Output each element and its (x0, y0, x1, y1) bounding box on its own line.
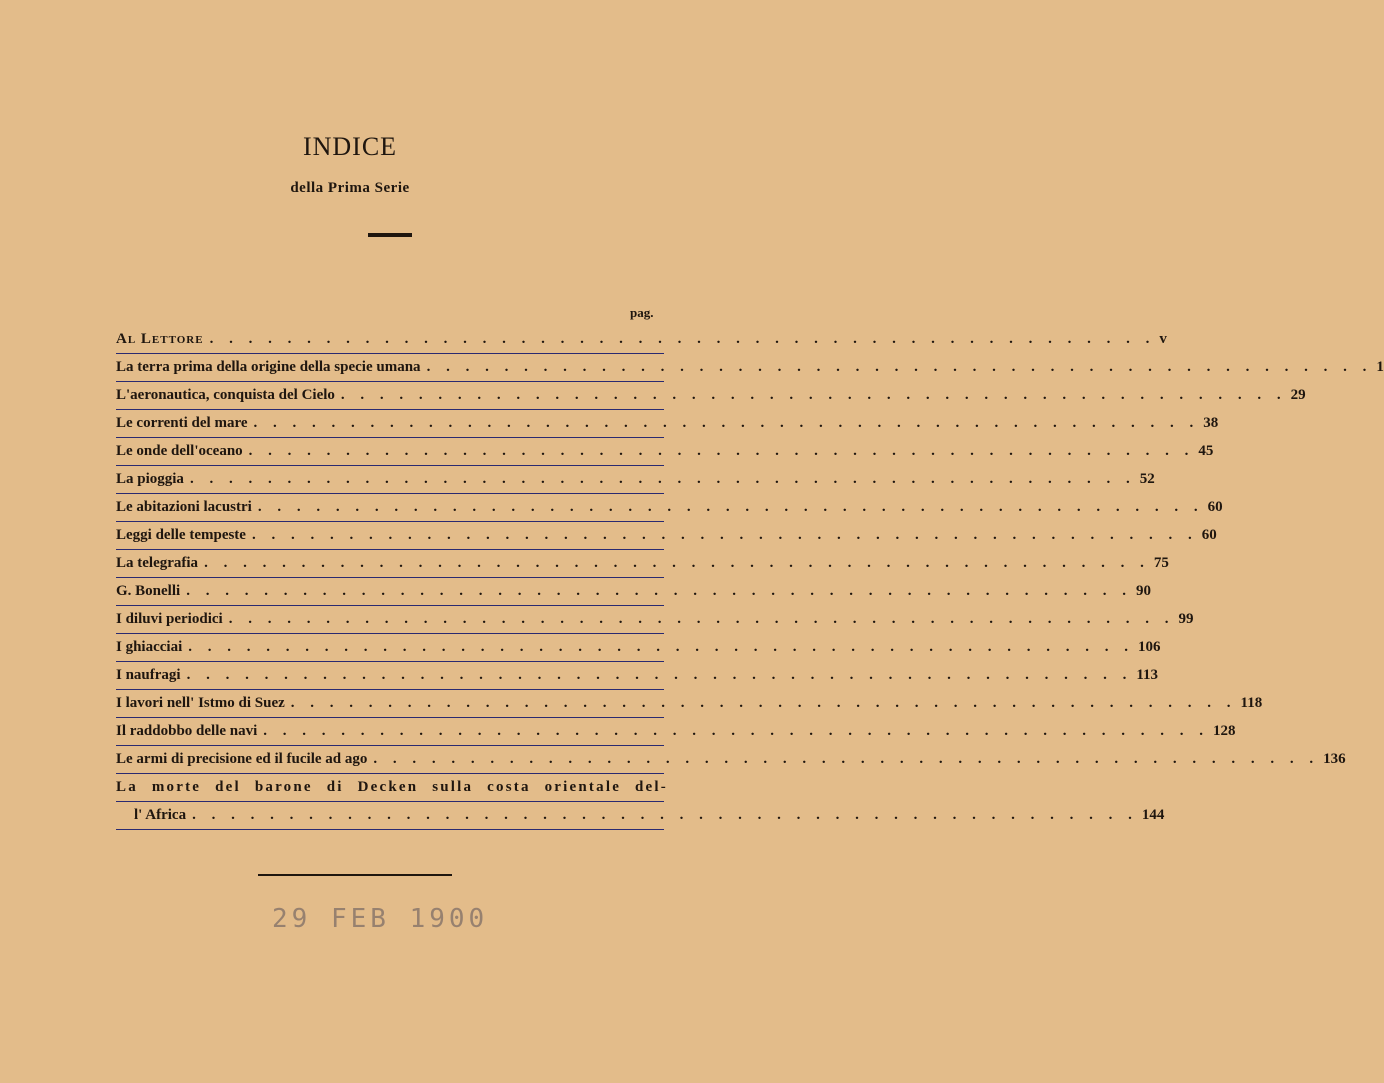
toc-entry (116, 410, 1219, 438)
toc-entry (116, 494, 1223, 522)
toc-leader: . . . . . . . . . . . . . . . . . . . . . . . . . . . . . . . . . . . . . . . . . . . . . . . . . (188, 639, 1134, 655)
toc-entry-title: L'aeronautica, conquista del Cielo (116, 387, 335, 403)
toc-entry-title: La terra prima della origine della specie umana (116, 359, 421, 375)
toc-entry-page: 113 (1136, 667, 1159, 683)
toc-entry (116, 550, 1169, 578)
toc-entry-title-continued: l' Africa (134, 807, 187, 823)
table-of-contents (116, 326, 1384, 830)
toc-entry-page: 118 (1240, 695, 1263, 711)
toc-leader: . . . . . . . . . . . . . . . . . . . . . . . . . . . . . . . . . . . . . . . . . . . . . . . . . (192, 807, 1138, 823)
toc-entry-title: La telegrafia (116, 555, 199, 571)
toc-entry-title: Le onde dell'oceano (116, 443, 243, 459)
toc-entry-page: v (1159, 331, 1167, 347)
toc-entry-title: La morte del barone di Decken sulla costa orientale del- (116, 779, 668, 795)
toc-entry-title: I diluvi periodici (116, 611, 223, 627)
toc-entry (116, 522, 1217, 550)
toc-entry-page: 1 (1376, 359, 1384, 375)
toc-entry (116, 718, 1236, 746)
toc-entry-title: I lavori nell' Istmo di Suez (116, 695, 285, 711)
toc-entry-title: Le correnti del mare (116, 415, 248, 431)
toc-leader: . . . . . . . . . . . . . . . . . . . . . . . . . . . . . . . . . . . . . . . . . . . . . . . . . (263, 723, 1210, 739)
toc-leader: . . . . . . . . . . . . . . . . . . . . . . . . . . . . . . . . . . . . . . . . . . . . . . . . . (340, 387, 1287, 403)
toc-leader: . . . . . . . . . . . . . . . . . . . . . . . . . . . . . . . . . . . . . . . . . . . . . . . . . (251, 527, 1198, 543)
toc-entry-page: 136 (1323, 751, 1346, 767)
toc-leader: . . . . . . . . . . . . . . . . . . . . . . . . . . . . . . . . . . . . . . . . . . . . . . . . . (248, 443, 1195, 459)
toc-entry (116, 746, 1346, 774)
page-subtitle: della Prima Serie (290, 180, 410, 196)
toc-leader: . . . . . . . . . . . . . . . . . . . . . . . . . . . . . . . . . . . . . . . . . . . . . . . . . (228, 611, 1175, 627)
toc-entry-page: 128 (1213, 723, 1236, 739)
title-rule (368, 233, 412, 237)
page-column-label: pag. (630, 305, 654, 320)
page-title: INDICE (302, 132, 398, 161)
toc-entry-page: 38 (1203, 415, 1219, 431)
toc-leader: . . . . . . . . . . . . . . . . . . . . . . . . . . . . . . . . . . . . . . . . . . . . . . . . . (209, 331, 1156, 347)
toc-entry-continuation (116, 802, 1165, 830)
toc-entry-title: Leggi delle tempeste (116, 527, 246, 543)
toc-entry-page: 52 (1139, 471, 1155, 487)
toc-leader: . . . . . . . . . . . . . . . . . . . . . . . . . . . . . . . . . . . . . . . . . . . . . . . . . (204, 555, 1150, 571)
toc-entry-title: G. Bonelli (116, 583, 181, 599)
toc-entry (116, 382, 1306, 410)
toc-entry-title: Le armi di precisione ed il fucile ad ago (116, 751, 368, 767)
toc-entry-title: La pioggia (116, 471, 184, 487)
toc-entry (116, 662, 1159, 690)
toc-entry-title: I ghiacciai (116, 639, 183, 655)
toc-entry-page: 45 (1198, 443, 1214, 459)
toc-leader: . . . . . . . . . . . . . . . . . . . . . . . . . . . . . . . . . . . . . . . . . . . . . . . . . (189, 471, 1136, 487)
toc-leader: . . . . . . . . . . . . . . . . . . . . . . . . . . . . . . . . . . . . . . . . . . . . . . . . . (186, 583, 1132, 599)
toc-entry (116, 634, 1161, 662)
toc-leader: . . . . . . . . . . . . . . . . . . . . . . . . . . . . . . . . . . . . . . . . . . . . . . . . . (186, 667, 1133, 683)
toc-entry (116, 326, 1167, 354)
toc-leader: . . . . . . . . . . . . . . . . . . . . . . . . . . . . . . . . . . . . . . . . . . . . . . . . . (426, 359, 1373, 375)
toc-leader: . . . . . . . . . . . . . . . . . . . . . . . . . . . . . . . . . . . . . . . . . . . . . . . . . (257, 499, 1204, 515)
toc-entry-page: 29 (1290, 387, 1306, 403)
toc-leader: . . . . . . . . . . . . . . . . . . . . . . . . . . . . . . . . . . . . . . . . . . . . . . . . . (253, 415, 1200, 431)
toc-leader: . . . . . . . . . . . . . . . . . . . . . . . . . . . . . . . . . . . . . . . . . . . . . . . . . (373, 751, 1320, 767)
toc-entry (116, 354, 1384, 382)
toc-entry-page: 60 (1201, 527, 1217, 543)
footer-rule (258, 874, 452, 876)
toc-entry-title: Il raddobbo delle navi (116, 723, 258, 739)
toc-entry-page: 75 (1153, 555, 1169, 571)
toc-entry (116, 690, 1263, 718)
toc-entry-page: 99 (1178, 611, 1194, 627)
toc-entry-title: Le abitazioni lacustri (116, 499, 252, 515)
toc-leader: . . . . . . . . . . . . . . . . . . . . . . . . . . . . . . . . . . . . . . . . . . . . . . . . . (290, 695, 1237, 711)
toc-entry-page: 106 (1138, 639, 1161, 655)
toc-entry-title: I naufragi (116, 667, 181, 683)
toc-entry-page: 144 (1141, 807, 1165, 823)
toc-entry (116, 606, 1194, 634)
toc-entry (116, 438, 1214, 466)
toc-entry (116, 774, 668, 802)
toc-entry-page: 90 (1135, 583, 1151, 599)
toc-entry (116, 466, 1155, 494)
toc-entry (116, 578, 1151, 606)
toc-entry-title: Al Lettore (116, 331, 204, 347)
toc-entry-page: 60 (1207, 499, 1223, 515)
date-stamp: 29 FEB 1900 (272, 904, 489, 934)
